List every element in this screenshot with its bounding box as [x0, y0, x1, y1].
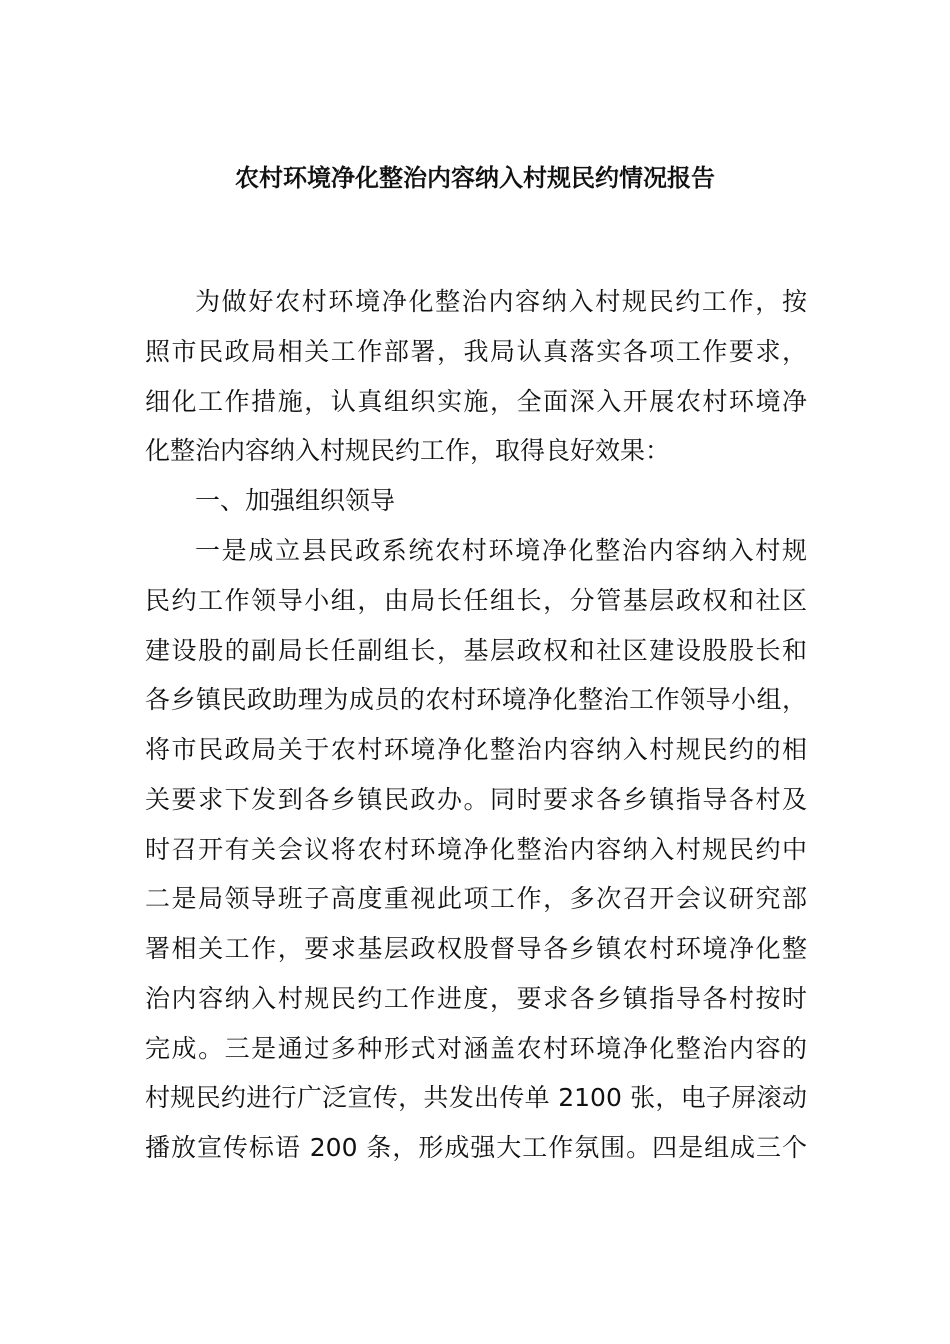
paragraph-line: 关要求下发到各乡镇民政办。同时要求各乡镇指导各村及: [145, 785, 807, 814]
paragraph-line: 完成。三是通过多种形式对涵盖农村环境净化整治内容的: [145, 1034, 807, 1063]
document-title: 农村环境净化整治内容纳入村规民约情况报告: [235, 164, 715, 192]
paragraph-line: 村规民约进行广泛宣传，共发出传单 2100 张，电子屏滚动: [145, 1083, 807, 1112]
paragraph-line: 治内容纳入村规民约工作进度，要求各乡镇指导各村按时: [145, 984, 807, 1013]
paragraph-line: 播放宣传标语 200 条，形成强大工作氛围。四是组成三个: [145, 1133, 807, 1162]
paragraph-line: 照市民政局相关工作部署，我局认真落实各项工作要求，: [145, 337, 807, 366]
paragraph-line: 为做好农村环境净化整治内容纳入村规民约工作，按: [195, 287, 807, 316]
paragraph-line: 建设股的副局长任副组长，基层政权和社区建设股股长和: [145, 636, 807, 665]
paragraph-line: 署相关工作，要求基层政权股督导各乡镇农村环境净化整: [145, 934, 807, 963]
paragraph-line: 时召开有关会议将农村环境净化整治内容纳入村规民约中: [145, 835, 807, 864]
paragraph-line: 各乡镇民政助理为成员的农村环境净化整治工作领导小组，: [145, 685, 807, 714]
section-heading: 一、加强组织领导: [195, 486, 396, 515]
paragraph-line: 民约工作领导小组，由局长任组长，分管基层政权和社区: [145, 586, 807, 615]
paragraph-line: 将市民政局关于农村环境净化整治内容纳入村规民约的相: [145, 735, 807, 764]
paragraph-line: 二是局领导班子高度重视此项工作，多次召开会议研究部: [145, 884, 807, 913]
paragraph-line: 细化工作措施，认真组织实施，全面深入开展农村环境净: [145, 387, 807, 416]
paragraph-line: 一是成立县民政系统农村环境净化整治内容纳入村规: [195, 536, 807, 565]
paragraph-line: 化整治内容纳入村规民约工作，取得良好效果：: [145, 436, 671, 465]
